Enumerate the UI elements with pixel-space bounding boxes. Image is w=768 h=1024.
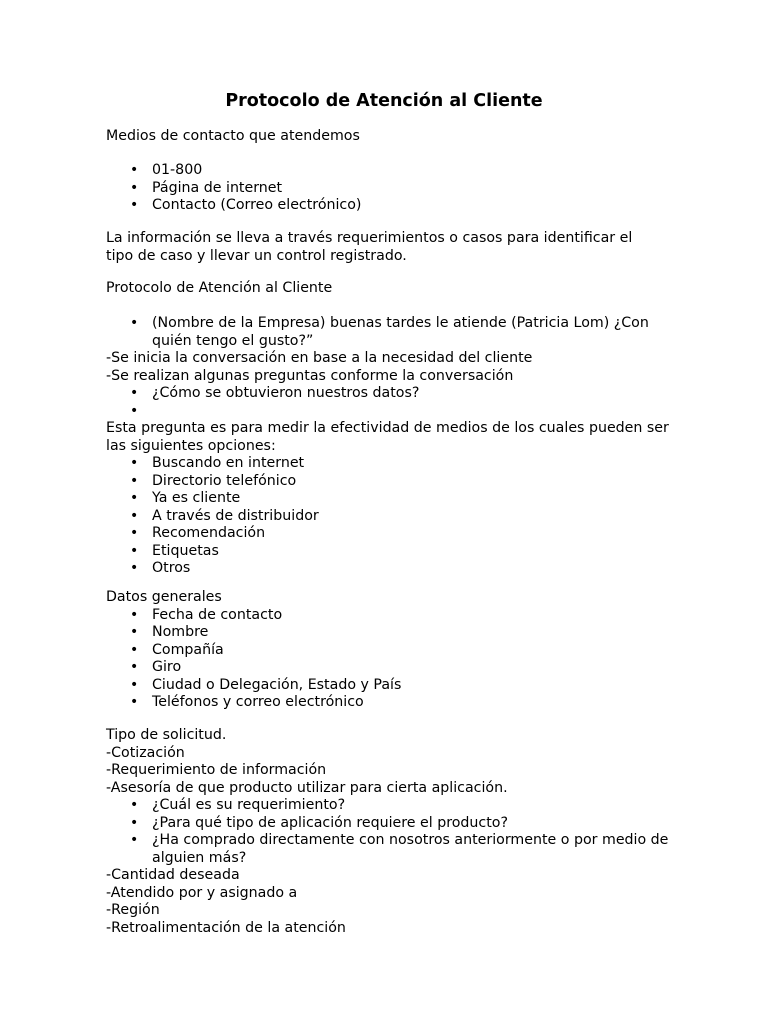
request-type-section: [106, 727, 669, 937]
purchase-question-line: • ¿Ha comprado directamente con nosotros anteriormente o por medio de: [152, 832, 669, 848]
closing-item: -Región: [106, 902, 160, 918]
list-item: • A través de distribuidor: [106, 508, 666, 526]
request-advice: -Asesoría de que producto utilizar para cierta aplicación.: [106, 779, 508, 796]
list-item: • Buscando en internet: [106, 455, 666, 473]
list-item: • Teléfonos y correo electrónico: [106, 694, 666, 712]
list-item: • ¿Para qué tipo de aplicación requiere el producto?: [106, 815, 666, 833]
closing-item: -Retroalimentación de la atención: [106, 919, 346, 936]
list-item: [106, 403, 666, 421]
contact-list-block: [106, 162, 666, 215]
info-paragraph: [106, 230, 666, 265]
effectiveness-line: Esta pregunta es para medir la efectividad de medios de los cuales pueden ser: [106, 420, 669, 436]
contact-list: [106, 162, 666, 215]
list-item: • Nombre: [106, 624, 666, 642]
purchase-question-line: alguien más?: [152, 849, 247, 866]
general-data-section: [106, 589, 666, 712]
general-data-list: [106, 607, 666, 712]
list-item: • Página de internet: [106, 180, 666, 198]
list-item: • Otros: [106, 560, 666, 578]
list-item: • ¿Cuál es su requerimiento?: [106, 797, 666, 815]
info-line: La información se lleva a través requerimientos o casos para identificar el: [106, 230, 633, 246]
list-item: • Contacto (Correo electrónico): [106, 197, 666, 215]
request-quote: -Cotización: [106, 744, 185, 761]
list-item: • 01-800: [106, 162, 666, 180]
advice-questions-list: [106, 797, 669, 867]
list-item: • Giro: [106, 659, 666, 677]
source-options-list: [106, 455, 666, 578]
request-info: -Requerimiento de información: [106, 762, 327, 778]
list-item: • Fecha de contacto: [106, 607, 666, 625]
list-item: • Compañía: [106, 642, 666, 660]
list-item: [106, 315, 666, 350]
info-line: tipo de caso y llevar un control registrado.: [106, 247, 407, 264]
conversation-start: -Se inicia la conversación en base a la necesidad del cliente: [106, 350, 533, 366]
list-item: • ¿Cómo se obtuvieron nuestros datos?: [106, 385, 666, 403]
greeting-block: [106, 315, 669, 578]
questions-intro: -Se realizan algunas preguntas conforme la conversación: [106, 367, 514, 384]
closing-item: -Atendido por y asignado a: [106, 884, 298, 901]
request-type-heading: Tipo de solicitud.: [106, 727, 227, 743]
list-item: [106, 832, 669, 867]
list-item: • Etiquetas: [106, 543, 666, 561]
list-item: • Ciudad o Delegación, Estado y País: [106, 677, 666, 695]
effectiveness-line: las siguientes opciones:: [106, 437, 276, 454]
general-data-heading: Datos generales: [106, 589, 222, 605]
protocol-section: [106, 280, 666, 298]
list-item: • Ya es cliente: [106, 490, 666, 508]
list-item: • Recomendación: [106, 525, 666, 543]
greeting-line: quién tengo el gusto?”: [152, 332, 314, 349]
protocol-heading: Protocolo de Atención al Cliente: [106, 280, 333, 296]
list-item: • Directorio telefónico: [106, 473, 666, 491]
closing-item: -Cantidad deseada: [106, 867, 240, 883]
contact-intro: Medios de contacto que atendemos: [106, 128, 360, 144]
contact-section: [106, 128, 666, 146]
greeting-list: [106, 315, 666, 350]
source-question-list: [106, 385, 666, 420]
document-title: Protocolo de Atención al Cliente: [225, 91, 543, 111]
greeting-line: • (Nombre de la Empresa) buenas tardes le atiende (Patricia Lom) ¿Con: [152, 315, 649, 331]
